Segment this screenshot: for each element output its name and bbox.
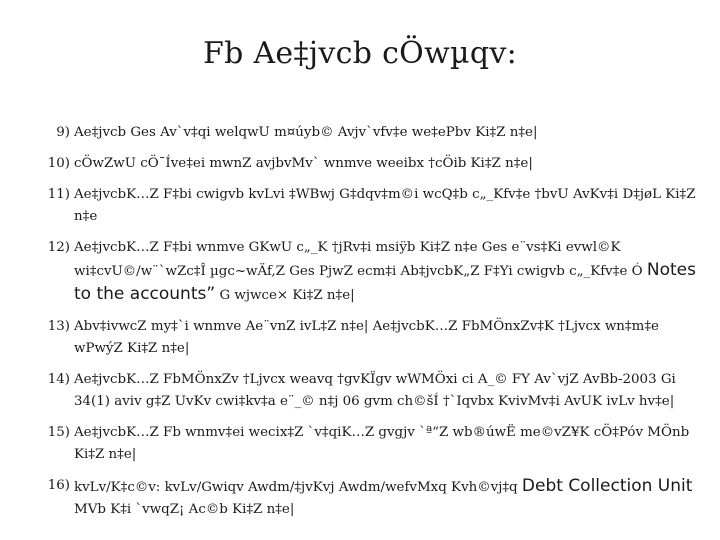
list-item-text-post: MVb K‡i `vwqZ¡ Ac©b Ki‡Z n‡e|	[74, 502, 295, 517]
list-item-number: 10)	[47, 156, 70, 171]
list-item	[36, 184, 696, 228]
list-item	[36, 122, 696, 144]
list-item-number: 9)	[56, 125, 70, 140]
list-item	[36, 475, 696, 521]
list-item-text-pre: Ae‡jvcbK…Z F‡bi wnmve GKwU c„_K †jRv‡i msiÿb Ki‡Z n‡e Ges e¨vs‡Ki evwl©K wi‡cvU©/w¨`wZc‡Î µgc~wÄf,Z Ges PjwZ ecm‡i Ab‡jvcbK„Z F‡Yi cwigvb c„_Kfv‡e Ó	[74, 240, 643, 279]
list-item-text-pre: kvLv/K‡c©v: kvLv/Gwiqv Awdm/‡jvKvj Awdm/wefvMxq Kvh©vj‡q	[74, 480, 518, 495]
list-item-number: 13)	[47, 319, 70, 334]
list-item-number: 16)	[47, 478, 70, 493]
list-item-number: 15)	[47, 425, 70, 440]
list-item-text-post: G wjwce× Ki‡Z n‡e|	[219, 288, 355, 303]
list-item-text	[74, 237, 696, 307]
list-item-number: 12)	[47, 240, 70, 255]
list-item-number: 11)	[47, 187, 70, 202]
list-item-text: Ae‡jvcbK…Z FbMÖnxZv †Ljvcx weavq †gvKÏgv wWMÖxi ci A_© FY Av`vjZ AvBb-2003 Gi 34(1) aviv g‡Z UvKv cwi‡kv‡a e¨_© n‡j 06 gvm ch©šÍ †`Iqvbx KvivMv‡i AvUK ivLv hv‡e|	[74, 372, 676, 409]
english-phrase: Notes to the accounts”	[74, 260, 696, 304]
list-item-text: Ae‡jvcb Ges Av`v‡qi welqwU m¤úyb© Avjv`vfv‡e we‡ePbv Ki‡Z n‡e|	[74, 125, 538, 140]
list-item	[36, 369, 696, 413]
list-item-text: Abv‡ivwcZ my‡`i wnmve Ae¨vnZ ivL‡Z n‡e| Ae‡jvcbK…Z FbMÖnxZv‡K †Ljvcx wn‡m‡e wPwýZ Ki‡Z n‡e|	[74, 319, 659, 356]
list-item	[36, 422, 696, 466]
slide-title: Fb Ae‡jvcb cÖwµqv:	[203, 36, 517, 71]
numbered-list	[36, 122, 696, 530]
list-item	[36, 237, 696, 307]
list-item-text: cÖwZwU cÖ¯Íve‡ei mwnZ avjbvMv` wnmve weeibx †cÖib Ki‡Z n‡e|	[74, 156, 533, 171]
list-item-text	[74, 475, 696, 521]
list-item-text: Ae‡jvcbK…Z Fb wnmv‡ei wecix‡Z `v‡qiK…Z gvgjv `ª“Z wb®úwË me©vZ¥K cÖ‡Póv MÖnb Ki‡Z n‡e|	[74, 425, 690, 462]
english-phrase: Debt Collection Unit	[521, 476, 693, 496]
list-item-number: 14)	[47, 372, 70, 387]
list-item	[36, 153, 696, 175]
list-item	[36, 316, 696, 360]
list-item-text: Ae‡jvcbK…Z F‡bi cwigvb kvLvi ‡WBwj G‡dqv‡m©i wcQ‡b c„_Kfv‡e †bvU AvKv‡i D‡jøL Ki‡Z n‡e	[74, 187, 696, 224]
